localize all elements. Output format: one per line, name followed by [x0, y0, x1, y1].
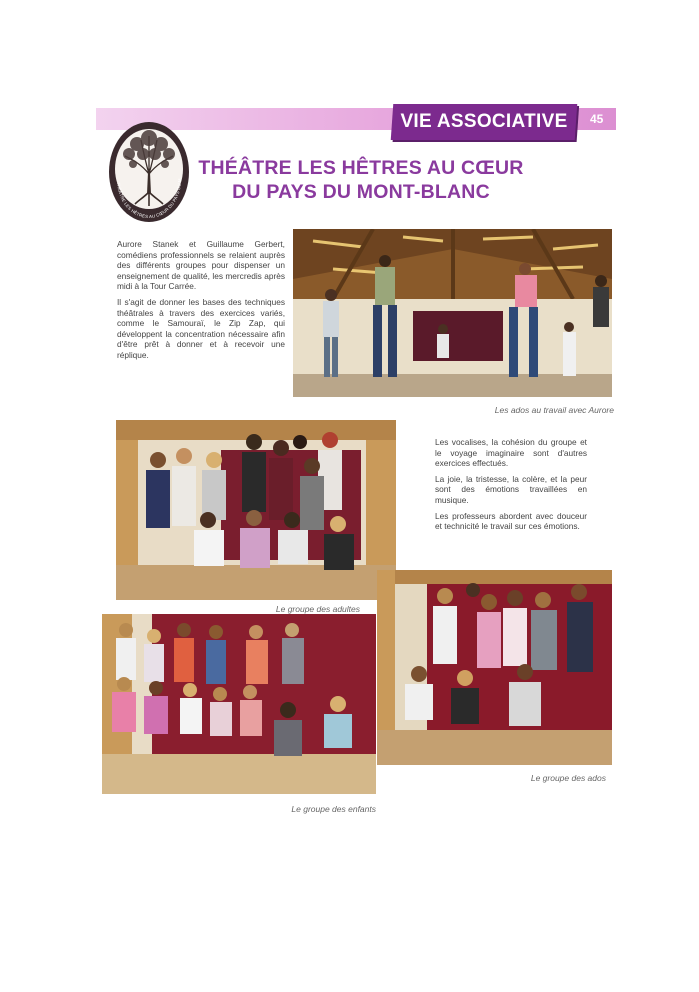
section-tag: VIE ASSOCIATIVE — [400, 111, 568, 132]
photo-groupe-ados — [377, 570, 612, 765]
caption-groupe-ados: Le groupe des ados — [530, 773, 606, 783]
caption-groupe-enfants: Le groupe des enfants — [291, 804, 376, 814]
article-column-2 — [435, 437, 587, 537]
paragraph: Les professeurs abordent avec douceur et technicité le travail sur ces émotions. — [435, 510, 587, 532]
article-title — [196, 156, 526, 204]
association-logo — [107, 120, 191, 224]
page-number: 45 — [590, 112, 604, 126]
photo-ados-au-travail — [293, 229, 612, 397]
paragraph: Il s'agit de donner les bases des techniques théâtrales à travers des exercices variés, comme le Samouraï, le Zip Zap, qui développent la concentration nécessaire afin d'être prêt à donner et à recevoir une réplique. — [117, 296, 285, 360]
caption-ados-au-travail: Les ados au travail avec Aurore — [494, 405, 614, 415]
logo-text: THÉÂTRE LES HÊTRES AU CŒUR DU PAYS DU M — [116, 178, 183, 220]
photo-groupe-enfants — [102, 614, 376, 794]
title-line-1: THÉÂTRE LES HÊTRES AU CŒUR — [198, 157, 524, 179]
paragraph: La joie, la tristesse, la colère, et la peur sont des émotions travaillées en musique. — [435, 473, 587, 505]
caption-groupe-adultes: Le groupe des adultes — [275, 604, 360, 614]
article-column-1 — [117, 239, 285, 366]
photo-groupe-adultes — [116, 420, 396, 600]
paragraph: Aurore Stanek et Guillaume Gerbert, comédiens professionnels se relaient auprès des différents groupes pour dispenser un enseignement de qualité, les mercredis après midi à la Tour Carrée. — [117, 239, 285, 292]
paragraph: Les vocalises, la cohésion du groupe et le voyage imaginaire sont d'autres exercices effectués. — [435, 437, 587, 469]
title-line-2: DU PAYS DU MONT-BLANC — [232, 181, 490, 203]
